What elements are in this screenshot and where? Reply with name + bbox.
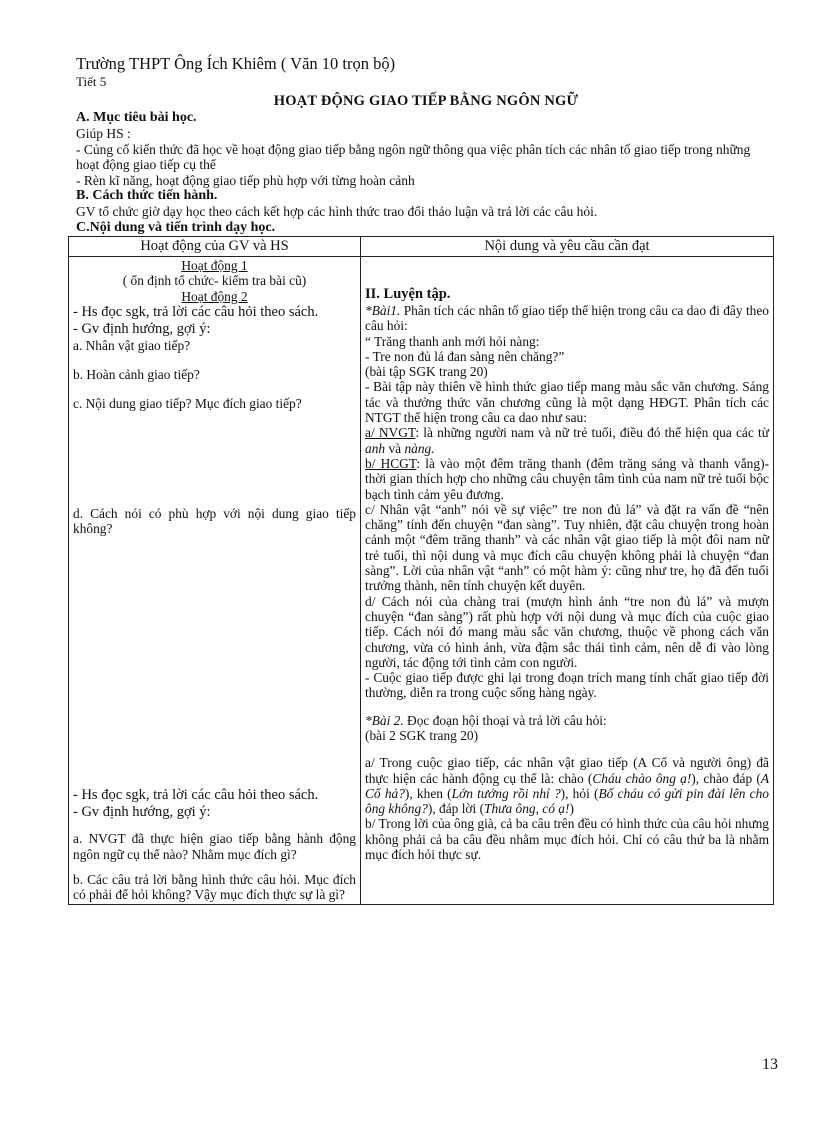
content-cell bbox=[361, 256, 774, 904]
activity-2-title: Hoạt động 2 bbox=[181, 288, 248, 304]
answer-a-and: và bbox=[385, 440, 405, 456]
teacher-guidance-2: - Gv định hướng, gợi ý: bbox=[73, 804, 211, 821]
teacher-guidance: - Gv định hướng, gợi ý: bbox=[73, 320, 211, 337]
question-c: c. Nội dung giao tiếp? Mục đích giao tiếp? bbox=[73, 396, 302, 412]
answer-a bbox=[365, 425, 769, 456]
section-b-heading: B. Cách thức tiến hành. bbox=[76, 188, 218, 204]
quote-question: Bố cháu có gửi pin đài lên cho ông không? bbox=[365, 785, 769, 817]
lesson-table bbox=[68, 236, 774, 905]
quote-line-1: “ Trăng thanh anh mới hỏi nàng: bbox=[365, 333, 540, 349]
question-a-2: a. NVGT đã thực hiện giao tiếp bằng hành động ngôn ngữ cụ thể nào? Nhằm mục đích gì? bbox=[73, 831, 356, 862]
exercise-1-prompt bbox=[365, 303, 769, 334]
exercise-1-intro: - Bài tập này thiên về hình thức giao tiếp mang màu sắc văn chương. Sáng tác và thưởng thức văn chương cũng là một dạng HĐGT. Phân tích các NTGT thể hiện trong câu ca dao như sau: bbox=[365, 379, 769, 426]
table-header-activities: Hoạt động của GV và HS bbox=[69, 236, 361, 256]
answer-b-label: b/ HCGT bbox=[365, 455, 417, 471]
quote-reply: A Cổ hả? bbox=[365, 770, 770, 801]
section-a-item-2: - Rèn kĩ năng, hoạt động giao tiếp phù hợp với từng hoàn cảnh bbox=[76, 172, 415, 188]
answer-a-2-sep-3: ), hỏi ( bbox=[560, 785, 599, 801]
question-a: a. Nhân vật giao tiếp? bbox=[73, 337, 191, 353]
practice-section-title: II. Luyện tập. bbox=[365, 285, 451, 302]
quote-line-2: - Tre non đủ lá đan sàng nên chăng?” bbox=[365, 348, 565, 364]
quote-greeting: Cháu chào ông ạ! bbox=[592, 770, 692, 786]
answer-a-2-sep-4: ), đáp lời ( bbox=[427, 801, 485, 817]
answer-b bbox=[365, 456, 769, 502]
exercise-1-text: Phân tích các nhân tố giao tiếp thể hiện trong câu ca dao đi đây theo câu hỏi: bbox=[365, 302, 769, 334]
answer-a-2-text: a/ Trong cuộc giao tiếp, các nhân vật giao tiếp (A Cổ và người ông) đã thực hiện các hành động cụ thể là: chào ( bbox=[365, 755, 769, 786]
section-c-heading: C.Nội dung và tiến trình dạy học. bbox=[76, 219, 276, 235]
answer-a-word-2: nàng. bbox=[404, 440, 435, 456]
question-b: b. Hoàn cảnh giao tiếp? bbox=[73, 367, 200, 383]
exercise-1-label: *Bài1. bbox=[365, 302, 401, 318]
student-instruction: - Hs đọc sgk, trả lời các câu hỏi theo sách. bbox=[73, 303, 319, 320]
exercise-2-label: *Bài 2. bbox=[365, 712, 404, 728]
activities-cell bbox=[69, 256, 361, 904]
answer-a-word-1: anh bbox=[365, 440, 386, 456]
question-d: d. Cách nói có phù hợp với nội dung giao tiếp không? bbox=[73, 505, 356, 537]
section-a-item-1: - Củng cố kiến thức đã học về hoạt động giao tiếp bằng ngôn ngữ thông qua việc phân tích các nhân tố giao tiếp trong những hoạt động giao tiếp cụ thể bbox=[76, 141, 751, 173]
student-instruction-2: - Hs đọc sgk, trả lời các câu hỏi theo sách. bbox=[73, 787, 319, 804]
answer-a-2-sep-1: ), chào đáp ( bbox=[691, 770, 761, 786]
page-number: 13 bbox=[762, 1056, 778, 1073]
activity-1-title: Hoạt động 1 bbox=[181, 257, 248, 273]
school-header: Trường THPT Ông Ích Khiêm ( Văn 10 trọn bộ) bbox=[76, 54, 396, 73]
answer-b-2: b/ Trong lời của ông già, cả ba câu trên đều có hình thức của câu hỏi nhưng không phải cả ba câu đều nhằm mục đích hỏi. Chỉ có câu thứ ba là nhằm mục đích hỏi thực sự. bbox=[365, 816, 769, 863]
answer-a-2 bbox=[365, 755, 769, 816]
exercise-1-reference: (bài tập SGK trang 20) bbox=[365, 364, 488, 380]
question-b-2: b. Các câu trả lời bằng hình thức câu hỏi. Mục đích có phải để hỏi không? Vậy mục đích thực sự là gì? bbox=[73, 871, 356, 903]
table-header-content: Nội dung và yêu cầu cần đạt bbox=[361, 236, 774, 256]
exercise-2-reference: (bài 2 SGK trang 20) bbox=[365, 727, 479, 743]
answer-a-text: : là những người nam và nữ trẻ tuổi, điều đó thể hiện qua các từ bbox=[415, 425, 769, 441]
answer-c: c/ Nhân vật “anh” nói về sự việc” tre non đủ lá” và đặt ra vấn đề “nên chăng” tính đến chuyện “đan sàng”. Tuy nhiên, đặt câu chuyện trong hoàn cảnh một “đêm trăng thanh” và các nhân vật giao tiếp là một đôi nam nữ trẻ tuổi, thì nội dung và mục đích câu chuyện không phải là chuyện “đan sàng”. Lời của nhân vật “anh” có một hàm ý: cũng như tre, họ đã đến tuổi trưởng thành, nên tính chuyện kết duyên. bbox=[365, 501, 769, 594]
answer-e: - Cuộc giao tiếp được ghi lại trong đoạn trích mang tính chất giao tiếp đời thường, diễn ra trong cuộc sống hàng ngày. bbox=[365, 670, 769, 701]
section-a-heading: A. Mục tiêu bài học. bbox=[76, 110, 197, 125]
answer-d: d/ Cách nói của chàng trai (mượn hình ảnh “tre non đủ lá” và mượn chuyện “đan sàng”) rất phù hợp với nội dung và mục đích của cuộc giao tiếp. Cách nói đó mang màu sắc văn chương, thuộc về phong cách văn chương, vừa có hình ảnh, vừa đậm sắc thái tình cảm, nên dễ đi vào lòng người, tác động tới tình cảm con người. bbox=[365, 593, 769, 670]
quote-answer: Thưa ông, có ạ! bbox=[484, 801, 570, 817]
activity-1-desc: ( ổn định tổ chức- kiểm tra bài cũ) bbox=[122, 273, 307, 289]
answer-a-2-sep-2: ), khen ( bbox=[404, 785, 452, 801]
quote-praise: Lớn tướng rồi nhỉ ? bbox=[451, 785, 561, 801]
section-a-intro: Giúp HS : bbox=[76, 126, 131, 141]
document-page bbox=[73, 54, 776, 905]
answer-b-text: : là vào một đêm trăng thanh (đêm trăng sáng và thanh vắng)- thời gian thích hợp cho những câu chuyện tâm tình của nam nữ trẻ tuổi bộc bạch tình cảm yêu đương. bbox=[365, 455, 769, 502]
page-title: HOẠT ĐỘNG GIAO TIẾP BẰNG NGÔN NGỮ bbox=[273, 93, 579, 109]
exercise-2-prompt bbox=[365, 713, 769, 728]
lesson-number: Tiết 5 bbox=[76, 74, 107, 89]
answer-a-label: a/ NVGT bbox=[365, 425, 416, 441]
section-b-text: GV tổ chức giờ dạy học theo cách kết hợp các hình thức trao đổi thảo luận và trả lời các câu hỏi. bbox=[76, 204, 598, 220]
exercise-2-text: Đọc đoạn hội thoại và trả lời câu hỏi: bbox=[403, 712, 607, 728]
answer-a-2-end: ) bbox=[569, 801, 574, 817]
